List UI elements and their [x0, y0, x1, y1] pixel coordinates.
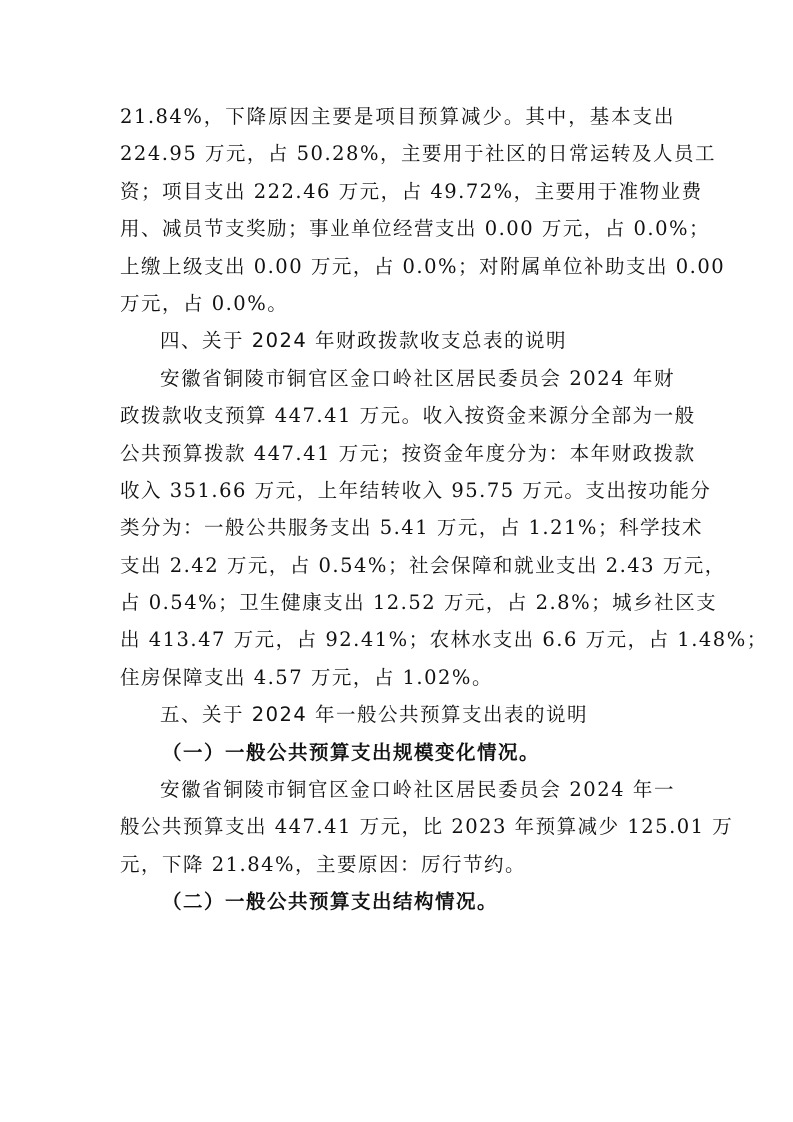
section-heading-5: 五、关于 2024 年一般公共预算支出表的说明	[160, 703, 589, 727]
paragraph-line: 资；项目支出 222.46 万元，占 49.72%，主要用于准物业费	[120, 179, 703, 203]
paragraph-line: 支出 2.42 万元，占 0.54%；社会保障和就业支出 2.43 万元，	[120, 553, 726, 577]
paragraph-line: 万元，占 0.0%。	[120, 291, 289, 315]
paragraph-line: 收入 351.66 万元，上年结转收入 95.75 万元。支出按功能分	[120, 478, 712, 502]
paragraph-line: 用、减员节支奖励；事业单位经营支出 0.00 万元，占 0.0%；	[120, 217, 711, 241]
subsection-heading-2: （二）一般公共预算支出结构情况。	[162, 890, 499, 914]
paragraph-line: 般公共预算支出 447.41 万元，比 2023 年预算减少 125.01 万	[120, 815, 734, 839]
paragraph-line: 21.84%，下降原因主要是项目预算减少。其中，基本支出	[120, 105, 675, 128]
paragraph-line: 224.95 万元，占 50.28%，主要用于社区的日常运转及人员工	[120, 142, 716, 166]
paragraph-line: 类分为：一般公共服务支出 5.41 万元，占 1.21%；科学技术	[120, 516, 703, 540]
paragraph-line: 政拨款收支预算 447.41 万元。收入按资金来源分全部为一般	[120, 404, 696, 428]
paragraph-line: 公共预算拨款 447.41 万元；按资金年度分为：本年财政拨款	[120, 441, 696, 465]
document-body	[120, 98, 768, 921]
subsection-heading-1: （一）一般公共预算支出规模变化情况。	[162, 740, 541, 764]
section-heading-4: 四、关于 2024 年财政拨款收支总表的说明	[160, 329, 568, 353]
paragraph-line: 住房保障支出 4.57 万元，占 1.02%。	[120, 665, 493, 689]
paragraph-line: 占 0.54%；卫生健康支出 12.52 万元，占 2.8%；城乡社区支	[120, 591, 718, 615]
paragraph-line: 元，下降 21.84%，主要原因：厉行节约。	[120, 852, 527, 876]
paragraph-line: 安徽省铜陵市铜官区金口岭社区居民委员会 2024 年一	[160, 778, 675, 802]
paragraph-line: 安徽省铜陵市铜官区金口岭社区居民委员会 2024 年财	[160, 366, 675, 390]
paragraph-line: 出 413.47 万元，占 92.41%；农林水支出 6.6 万元，占 1.48%；	[120, 628, 768, 652]
paragraph-line: 上缴上级支出 0.00 万元，占 0.0%；对附属单位补助支出 0.00	[120, 254, 726, 278]
